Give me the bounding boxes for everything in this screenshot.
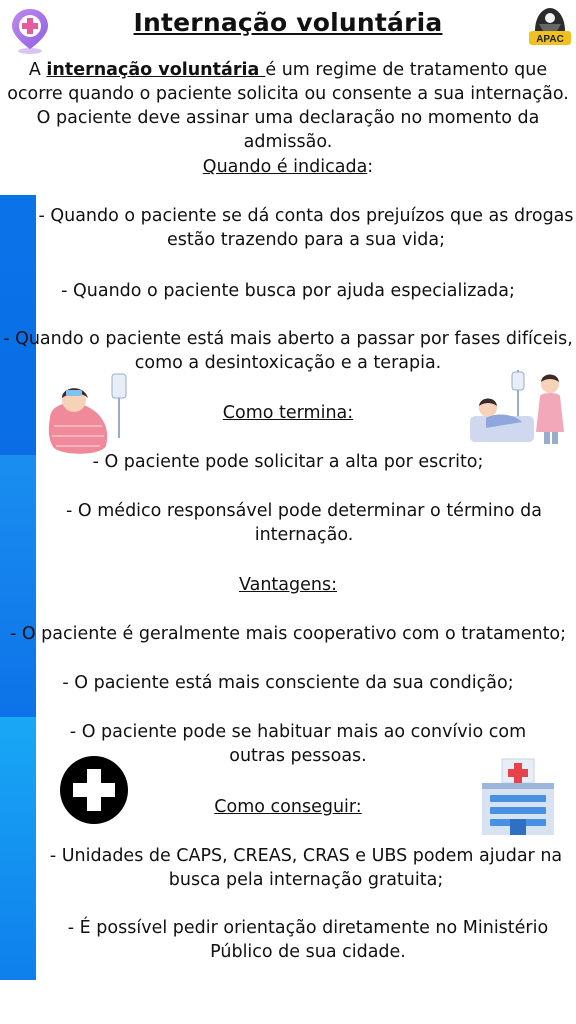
list-item: - O paciente é geralmente mais cooperativo com o tratamento; xyxy=(9,624,567,644)
blue-side-stripe-3 xyxy=(0,717,36,980)
section-heading-conseguir: Como conseguir: xyxy=(214,797,362,817)
list-item: - Unidades de CAPS, CREAS, CRAS e UBS podem ajudar na busca pela internação gratuita; xyxy=(49,846,563,890)
list-item: - O paciente pode se habituar mais ao convívio com outras pessoas. xyxy=(69,722,527,766)
section-heading-indicada: Quando é indicada: xyxy=(202,157,374,177)
intro-keyword: internação voluntária xyxy=(46,60,266,80)
list-item: - O paciente pode solicitar a alta por escrito; xyxy=(92,452,484,472)
list-item: - O paciente está mais consciente da sua condição; xyxy=(62,673,514,693)
list-item: - Quando o paciente se dá conta dos prejuízos que as drogas estão trazendo para a sua vida; xyxy=(38,206,574,250)
svg-text:APAC: APAC xyxy=(536,34,564,45)
section-heading-termina: Como termina: xyxy=(222,403,354,423)
section-heading-vantagens: Vantagens: xyxy=(239,575,337,595)
list-item: - Quando o paciente está mais aberto a passar por fases difíceis, como a desintoxicação e a terapia. xyxy=(3,329,573,373)
page-title: Internação voluntária xyxy=(133,8,443,37)
list-item: - É possível pedir orientação diretamente no Ministério Público de sua cidade. xyxy=(67,918,549,962)
list-item: - O médico responsável pode determinar o término da internação. xyxy=(66,501,542,545)
list-item: - Quando o paciente busca por ajuda especializada; xyxy=(61,281,515,301)
intro-paragraph: A internação voluntária é um regime de tratamento que ocorre quando o paciente solicita ou consente a sua internação. O paciente deve assinar uma declaração no momento da admissão. xyxy=(7,60,569,152)
